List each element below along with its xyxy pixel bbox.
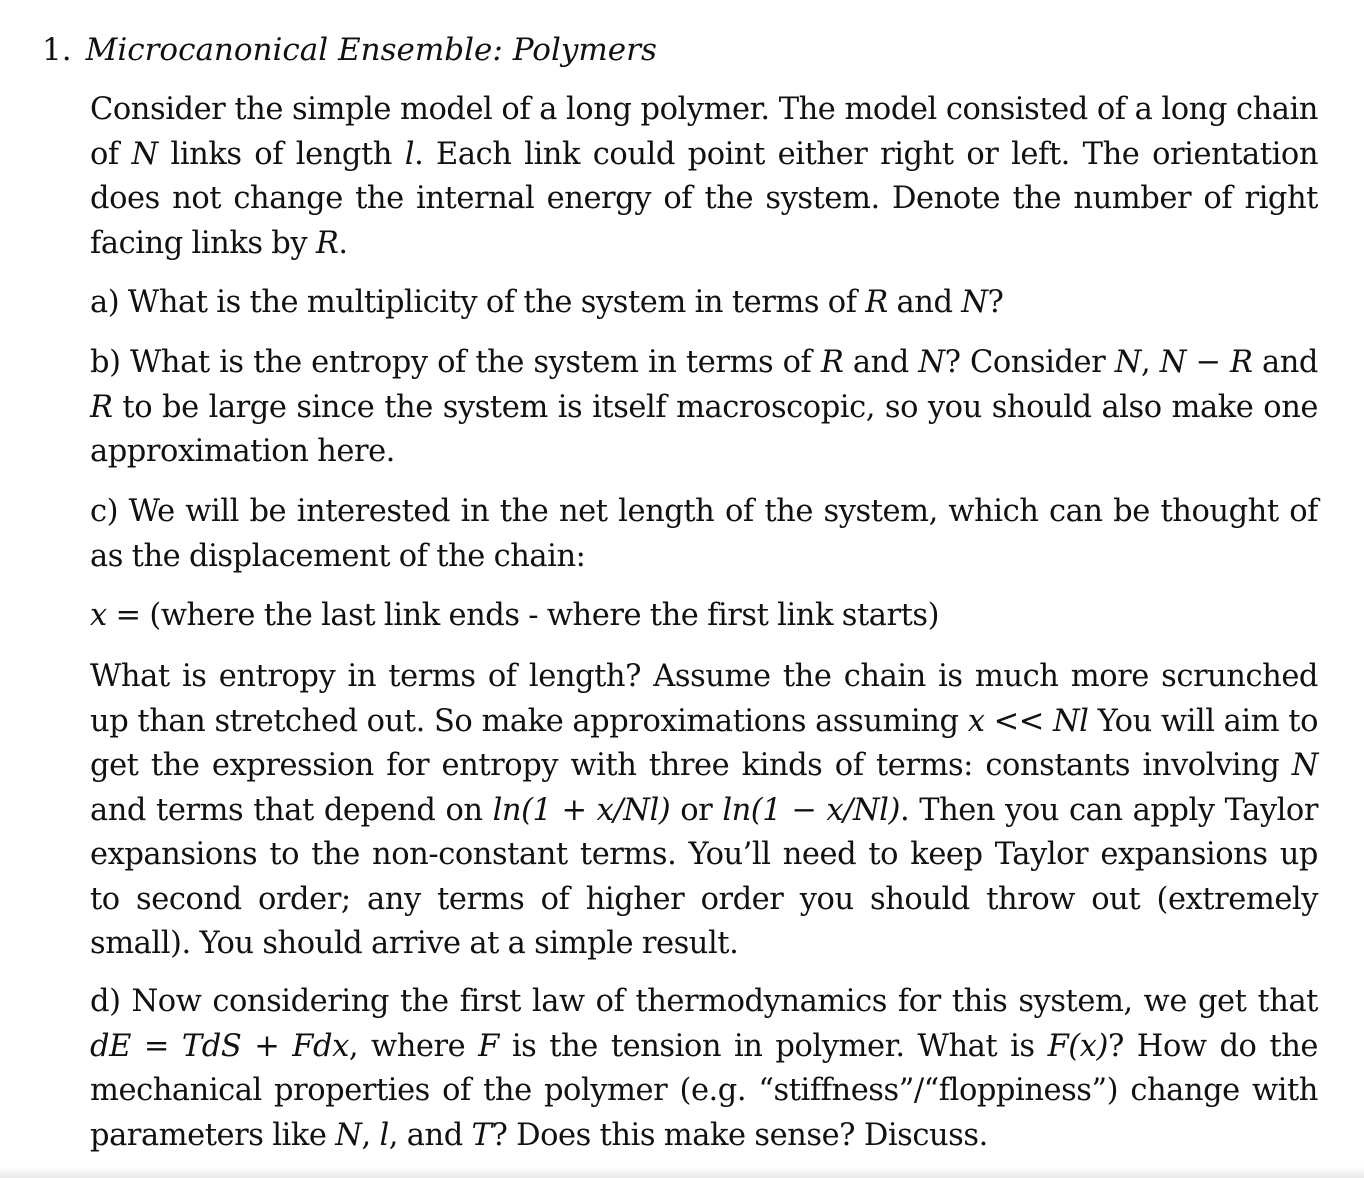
page-bottom-edge [0,1166,1364,1178]
displacement-equation: x = (where the last link ends - where the first link starts) [90,598,940,633]
part-c-question: c) We will be interested in the net length of the system, which can be thought of as the displacement of the chain: [90,494,1318,574]
problem-number: 1. [42,32,72,68]
part-d-question: d) Now considering the first law of thermodynamics for this system, we get that dE = TdS + Fdx, where F is the tension in polymer. What is F(x)? How do the mechanical properties of the polymer (e.g. “stiffness”/“floppiness”) change with parameters like N, l, and T? Does this make sense? Discuss. [90,984,1318,1153]
part-a-question: a) What is the multiplicity of the system in terms of R and N? [90,285,1004,320]
problem-heading [42,28,657,72]
intro-paragraph: Consider the simple model of a long polymer. The model consisted of a long chain of N links of length l. Each link could point either right or left. The orientation does not change the internal energy of the system. Denote the number of right facing links by R. [90,92,1319,261]
part-b-question: b) What is the entropy of the system in terms of R and N? Consider N, N − R and R to be large since the system is itself macroscopic, so you should also make one approximation here. [90,345,1318,469]
part-c-instructions: What is entropy in terms of length? Assume the chain is much more scrunched up than stretched out. So make approximations assuming x << Nl You will aim to get the expression for entropy with three kinds of terms: constants involving N and terms that depend on ln(1 + x/Nl) or ln(1 − x/Nl). Then you can apply Taylor expansions to the non-constant terms. You’ll need to keep Taylor expansions up to second order; any terms of higher order you should throw out (extremely small). You should arrive at a simple result. [90,659,1319,961]
problem-title: Microcanonical Ensemble: Polymers [85,32,657,68]
